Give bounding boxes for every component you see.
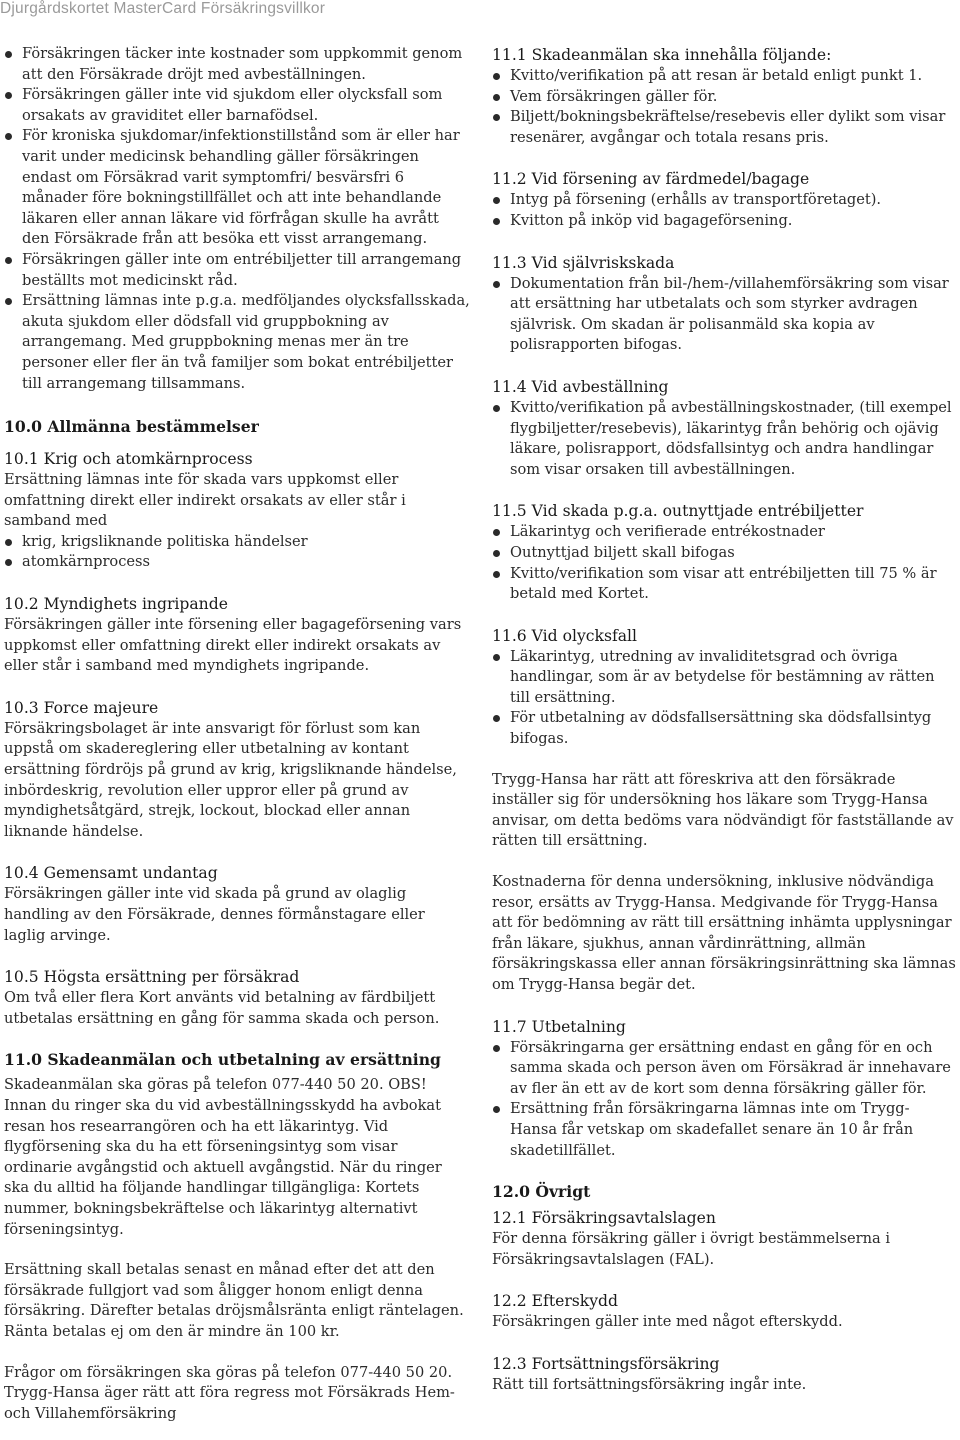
section-11-7-heading: 11.7 Utbetalning [492, 1017, 626, 1036]
section-10-4-heading: 10.4 Gemensamt undantag [4, 864, 218, 883]
list-item: Försäkringarna ger ersättning endast en gång för en och samma skada och person även om Försäkrad är innehavare av fler än ett av de kort som denna försäkring gäller för. [492, 1038, 956, 1100]
list-item: Försäkringen gäller inte om entrébiljetter till arrangemang beställts mot medicinskt råd. [4, 250, 470, 291]
section-12-1-heading: 12.1 Försäkringsavtalslagen [492, 1209, 716, 1228]
section-12-3-heading: 12.3 Fortsättningsförsäkring [492, 1354, 720, 1373]
list-item: krig, krigsliknande politiska händelser [4, 532, 470, 553]
section-11-paragraph: Ersättning skall betalas senast en månad efter det att den försäkrade fullgjort vad som åligger honom enligt denna försäkring. Därefter betalas dröjsmålsränta enligt räntelagen. Ränta betalas ej om den är mindre än 100 kr. [4, 1261, 464, 1340]
section-12-heading: 12.0 Övrigt [492, 1182, 591, 1202]
section-11-3-list [492, 274, 956, 356]
list-item: Kvitto/verifikation som visar att entrébiljetten till 75 % är betald med Kortet. [492, 564, 956, 605]
section-10-1-list [4, 532, 470, 573]
section-11-6-list [492, 647, 956, 750]
exclusions-list [4, 44, 470, 394]
section-11-2-list [492, 190, 956, 231]
section-10-5-text: Om två eller flera Kort använts vid betalning av färdbiljett utbetalas ersättning en gång för samma skada och person. [4, 989, 440, 1027]
list-item: Intyg på försening (erhålls av transportföretaget). [492, 190, 956, 211]
list-item: För utbetalning av dödsfallsersättning ska dödsfallsintyg bifogas. [492, 708, 956, 749]
list-item: Försäkringen gäller inte vid sjukdom eller olycksfall som orsakats av graviditet eller barnafödsel. [4, 85, 470, 126]
list-item: Kvitton på inköp vid bagageförsening. [492, 211, 956, 232]
list-item: För kroniska sjukdomar/infektionstillstånd som är eller har varit under medicinsk behandling gäller försäkringen endast om Försäkrad varit symptomfri/ besvärsfri 6 månader före bokningstillfället och att inte behandlande läkaren eller annan läkare vid förfrågan skulle ha avrått den Försäkrade från att besöka ett visst arrangemang. [4, 126, 470, 250]
section-11-4-list [492, 398, 956, 480]
list-item: Biljett/bokningsbekräftelse/resebevis eller dylikt som visar resenärer, avgångar och totala resans pris. [492, 107, 956, 148]
right-column [492, 44, 956, 1396]
section-11-5-list [492, 522, 956, 604]
section-12-1-text: För denna försäkring gäller i övrigt bestämmelserna i Försäkringsavtalslagen (FAL). [492, 1230, 891, 1268]
section-11-1-heading: 11.1 Skadeanmälan ska innehålla följande: [492, 46, 832, 64]
section-10-3-text: Försäkringsbolaget är inte ansvarigt för förlust som kan uppstå om skadereglering eller utbetalning av kontant ersättning fördröjs på grund av krig, krigsliknande händelse, inbördeskrig, revolution eller uppror eller på grund av myndighetsåtgärd, strejk, lockout, blockad eller annan liknande händelse. [4, 719, 457, 840]
section-12-3-text: Rätt till fortsättningsförsäkring ingår inte. [492, 1375, 807, 1393]
trygg-hansa-paragraph: Trygg-Hansa har rätt att föreskriva att den försäkrade inställer sig för undersökning hos läkare som Trygg-Hansa anvisar, om detta bedöms vara nödvändigt för fastställande av rätten till ersättning. [492, 770, 954, 850]
section-11-6-heading: 11.6 Vid olycksfall [492, 626, 638, 645]
list-item: Kvitto/verifikation på avbeställningskostnader, (till exempel flygbiljetter/resebevis), läkarintyg från behörig och ojävig läkare, polisrapport, dödsfallsintyg och andra handlingar som visar orsaken till avbeställningen. [492, 398, 956, 480]
section-10-2-heading: 10.2 Myndighets ingripande [4, 595, 228, 614]
section-11-5-heading: 11.5 Vid skada p.g.a. outnyttjade entrébiljetter [492, 502, 864, 521]
section-10-2-text: Försäkringen gäller inte försening eller bagageförsening vars uppkomst eller omfattning direkt eller indirekt orsakats av eller står i samband med myndighets ingripande. [4, 616, 462, 675]
list-item: Ersättning från försäkringarna lämnas inte om Trygg-Hansa får vetskap om skadefallet senare än 10 år från skadetillfället. [492, 1099, 956, 1161]
section-11-1-list [492, 66, 956, 148]
section-11-2-heading: 11.2 Vid försening av färdmedel/bagage [492, 170, 810, 189]
list-item: Läkarintyg och verifierade entrékostnader [492, 522, 956, 543]
section-11-4-heading: 11.4 Vid avbeställning [492, 377, 669, 396]
section-10-heading: 10.0 Allmänna bestämmelser [4, 417, 259, 437]
section-11-paragraph: Frågor om försäkringen ska göras på telefon 077-440 50 20. Trygg-Hansa äger rätt att föra regress mot Försäkrads Hem- och Villahemförsäkring [4, 1363, 455, 1422]
list-item: atomkärnprocess [4, 552, 470, 573]
section-12-2-text: Försäkringen gäller inte med något efterskydd. [492, 1313, 843, 1331]
trygg-hansa-paragraph: Kostnaderna för denna undersökning, inklusive nödvändiga resor, ersätts av Trygg-Hansa. Medgivande för Trygg-Hansa att för bedömning av rätt till ersättning inhämta upplysningar från läkare, sjukhus, annan vårdinrättning, allmän försäkringskassa eller annan försäkringsinrättning ska lämnas om Trygg-Hansa begär det. [492, 873, 956, 993]
section-10-5-heading: 10.5 Högsta ersättning per försäkrad [4, 968, 300, 987]
list-item: Outnyttjad biljett skall bifogas [492, 543, 956, 564]
section-10-4-text: Försäkringen gäller inte vid skada på grund av olaglig handling av den Försäkrade, dennes förmånstagare eller laglig arvinge. [4, 885, 425, 944]
list-item: Vem försäkringen gäller för. [492, 87, 956, 108]
section-11-heading: 11.0 Skadeanmälan och utbetalning av ersättning [4, 1050, 441, 1070]
list-item: Dokumentation från bil-/hem-/villahemförsäkring som visar att ersättning har utbetalats och som styrker avdragen självrisk. Om skadan är polisanmäld ska kopia av polisrapporten bifogas. [492, 274, 956, 356]
section-10-1-text: Ersättning lämnas inte för skada vars uppkomst eller omfattning direkt eller indirekt orsakats av eller står i samband med [4, 471, 406, 530]
page-header-title: Djurgårdskortet MasterCard Försäkringsvillkor [0, 0, 326, 17]
section-12-2-heading: 12.2 Efterskydd [492, 1292, 619, 1311]
list-item: Kvitto/verifikation på att resan är betald enligt punkt 1. [492, 66, 956, 87]
left-column [4, 44, 470, 1424]
section-10-1-heading: 10.1 Krig och atomkärnprocess [4, 450, 253, 469]
section-11-3-heading: 11.3 Vid självriskskada [492, 253, 675, 272]
section-11-paragraph: Skadeanmälan ska göras på telefon 077-440 50 20. OBS! Innan du ringer ska du vid avbeställningsskydd ha avbokat resan hos researrangören och ha ett läkarintyg. Vid flygförsening ska du ha ett förseningsintyg som visar ordinarie avgångstid och aktuell avgångstid. När du ringer ska du alltid ha följande handlingar tillgängliga: Kortets nummer, bokningsbekräftelse och läkarintyg alternativt förseningsintyg. [4, 1076, 442, 1238]
section-10-3-heading: 10.3 Force majeure [4, 698, 159, 717]
list-item: Ersättning lämnas inte p.g.a. medföljandes olycksfallsskada, akuta sjukdom eller dödsfall vid gruppbokning av arrangemang. Med gruppbokning menas mer än tre personer eller fler än två familjer som bokat entrébiljetter till arrangemang tillsammans. [4, 291, 470, 394]
section-11-7-list [492, 1038, 956, 1162]
list-item: Läkarintyg, utredning av invaliditetsgrad och övriga handlingar, som är av betydelse för bestämning av rätten till ersättning. [492, 647, 956, 709]
list-item: Försäkringen täcker inte kostnader som uppkommit genom att den Försäkrade dröjt med avbeställningen. [4, 44, 470, 85]
